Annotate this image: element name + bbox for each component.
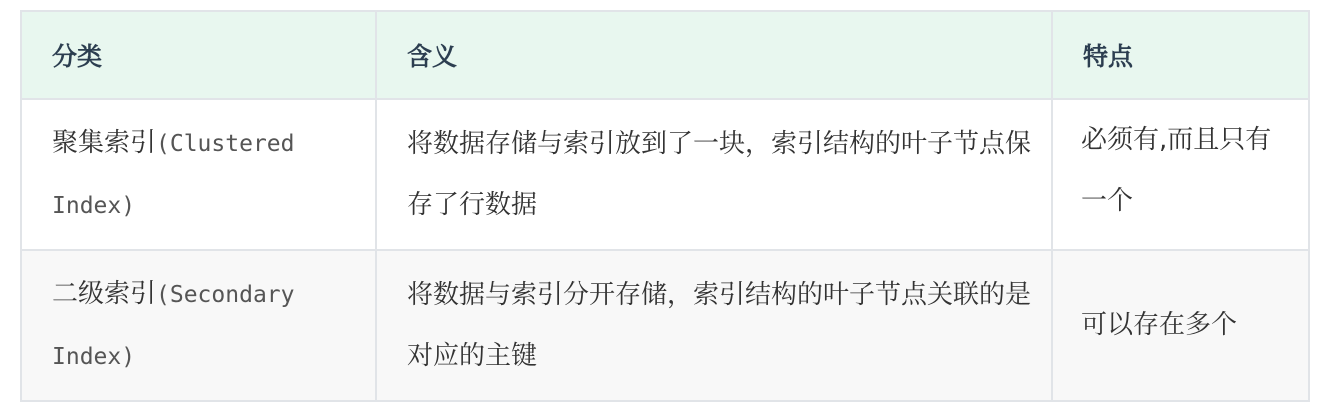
cell-feature: 可以存在多个 — [1052, 250, 1309, 401]
cell-category — [21, 99, 376, 250]
table-row — [21, 250, 1309, 401]
index-comparison-table — [20, 10, 1310, 402]
cell-meaning: 将数据存储与索引放到了一块，索引结构的叶子节点保存了行数据 — [376, 99, 1052, 250]
header-category: 分类 — [21, 11, 376, 99]
cell-category — [21, 250, 376, 401]
header-meaning: 含义 — [376, 11, 1052, 99]
category-name: 二级索引 — [52, 278, 157, 309]
table-row — [21, 99, 1309, 250]
table-container — [20, 10, 1310, 402]
header-feature: 特点 — [1052, 11, 1309, 99]
cell-feature: 必须有,而且只有一个 — [1052, 99, 1309, 250]
category-name: 聚集索引 — [52, 127, 157, 158]
category-english: (Clustered Index) — [52, 130, 295, 219]
category-english: (Secondary Index) — [52, 281, 295, 370]
cell-meaning: 将数据与索引分开存储，索引结构的叶子节点关联的是对应的主键 — [376, 250, 1052, 401]
table-header-row — [21, 11, 1309, 99]
